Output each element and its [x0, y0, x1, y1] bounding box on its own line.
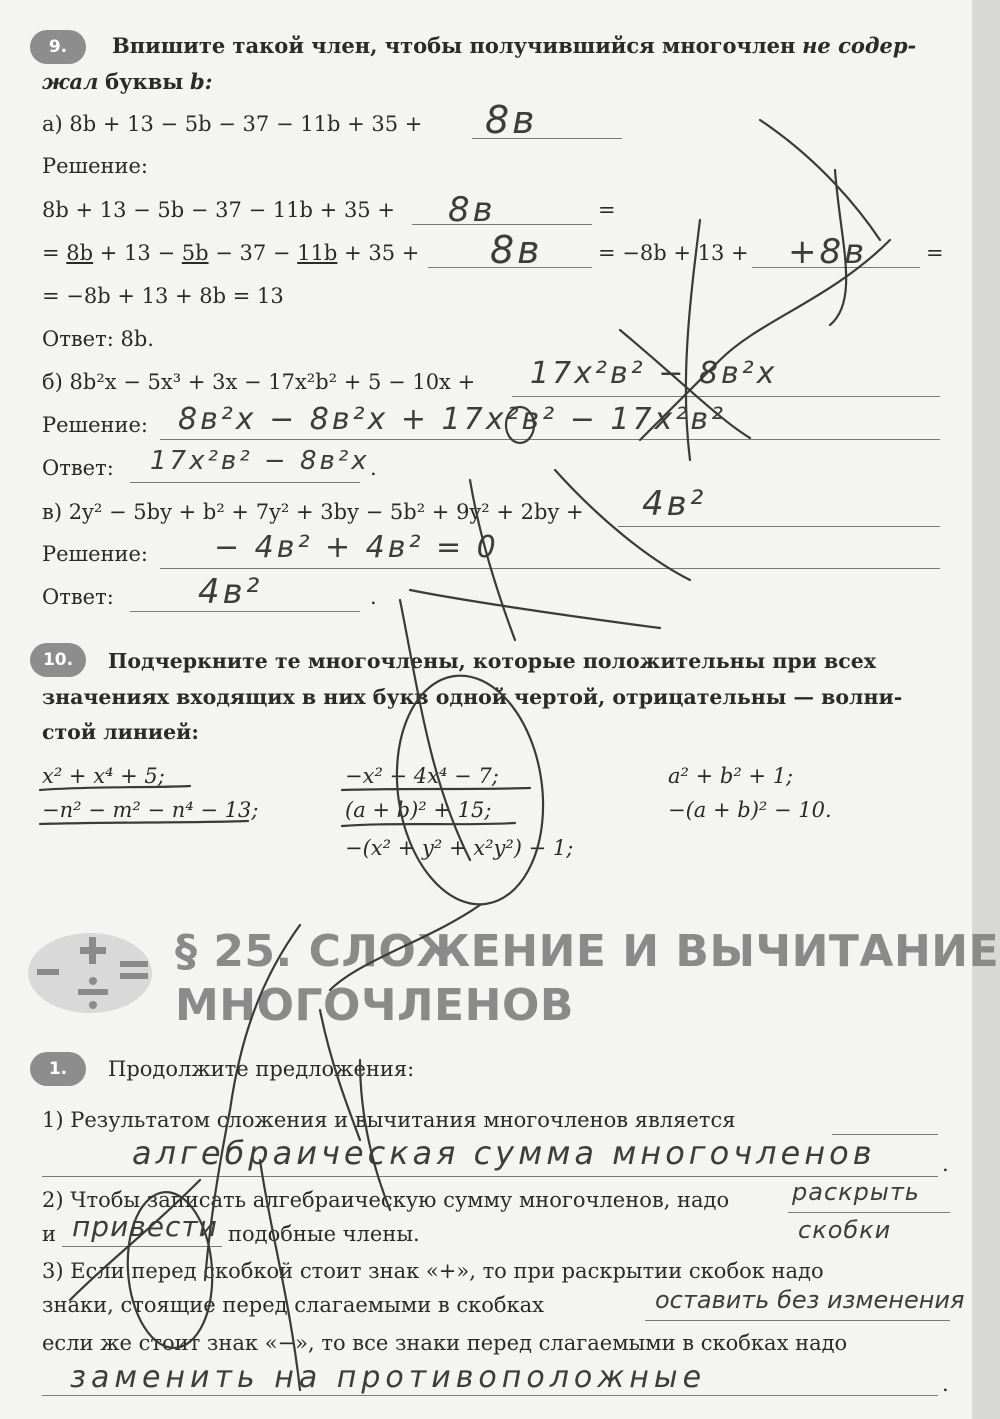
sentence-2-end: подобные члены.: [228, 1222, 420, 1246]
sentence-3-blank-b[interactable]: [42, 1395, 938, 1396]
task-9b-answer-label: Ответ:: [42, 456, 114, 480]
task-1-intro: Продолжите предложения:: [108, 1057, 415, 1081]
polynomial-1: x² + x⁴ + 5;: [42, 764, 165, 788]
sentence-3-end: .: [942, 1372, 949, 1396]
task-9b-answer-blank[interactable]: [130, 482, 360, 483]
task-10-badge: 10.: [30, 643, 86, 677]
sentence-2-blank-b[interactable]: [62, 1246, 222, 1247]
sentence-1-fill: алгебраическая сумма многочленов: [132, 1134, 876, 1172]
intro-emph: не содер-: [802, 33, 917, 58]
section-title-line-2: МНОГОЧЛЕНОВ: [175, 980, 574, 1031]
eq-sign: =: [42, 241, 60, 265]
polynomial-7: −(a + b)² − 10.: [668, 798, 832, 822]
underlined-term: 11b: [297, 241, 338, 265]
task-9b-solution-blank[interactable]: [160, 439, 940, 440]
answer-line: Ответ: 8b.: [42, 327, 154, 351]
task-9b-expression: б) 8b²x − 5x³ + 3x − 17x²b² + 5 − 10x +: [42, 370, 476, 394]
task-10-text-1: Подчеркните те многочлены, которые положительны при всех: [108, 649, 877, 673]
task-9c-solution-blank[interactable]: [160, 568, 940, 569]
solution-line-1-fill: 8в: [448, 190, 496, 230]
sentence-3c: если же стоит знак «−», то все знаки перед слагаемыми в скобках надо: [42, 1331, 848, 1355]
polynomial-2: −n² − m² − n⁴ − 13;: [42, 798, 259, 822]
task-9c-answer: 4в²: [642, 484, 707, 524]
term-part: − 37 −: [215, 241, 291, 265]
polynomial-3: −x² − 4x⁴ − 7;: [345, 764, 499, 788]
intro-text-2: буквы: [105, 69, 184, 94]
sentence-3a: 3) Если перед скобкой стоит знак «+», то при раскрытии скобок надо: [42, 1259, 824, 1283]
solution-line-2-fill-2: +8в: [788, 232, 868, 272]
task-9-badge: 9.: [30, 30, 86, 64]
intro-letter: b:: [190, 69, 213, 94]
polynomial-5: −(x² + y² + x²y²) − 1;: [345, 836, 574, 860]
solution-line-1-blank[interactable]: [412, 224, 592, 225]
task-1-badge: 1.: [30, 1052, 86, 1086]
task-9b-answer-end: .: [370, 456, 377, 480]
solution-line-3: = −8b + 13 + 8b = 13: [42, 284, 284, 308]
solution-line-2-fill: 8в: [490, 228, 543, 272]
sentence-1-end: .: [942, 1152, 949, 1176]
term-part: + 35 +: [344, 241, 420, 265]
sentence-3-fill-1: оставить без изменения: [655, 1286, 965, 1314]
task-9c-solution: − 4в² + 4в² = 0: [214, 530, 499, 565]
underlined-term: 8b: [66, 241, 94, 265]
solution-line-2-eq: =: [926, 241, 944, 265]
sentence-2-and: и: [42, 1222, 56, 1246]
task-9c-answer-fill: 4в²: [198, 572, 263, 612]
task-9c-answer-end: .: [370, 585, 377, 609]
task-9b-solution-label: Решение:: [42, 413, 149, 437]
task-9b-answer-fill: 17x²в² − 8в²x: [150, 446, 370, 476]
task-9-intro-2: [42, 68, 212, 96]
polynomial-6: a² + b² + 1;: [668, 764, 794, 788]
task-9b-solution: 8в²x − 8в²x + 17x²в² − 17x²в²: [178, 402, 727, 437]
sentence-2-fill-2: привести: [72, 1210, 218, 1243]
task-9a-expression: а) 8b + 13 − 5b − 37 − 11b + 35 +: [42, 112, 423, 136]
sentence-2-blank-a[interactable]: [788, 1212, 950, 1213]
task-9c-answer-label: Ответ:: [42, 585, 114, 609]
task-9c-blank[interactable]: [618, 526, 940, 527]
sentence-2: 2) Чтобы записать алгебраическую сумму многочленов, надо: [42, 1188, 730, 1212]
task-9b-blank[interactable]: [512, 396, 940, 397]
solution-line-1: 8b + 13 − 5b − 37 − 11b + 35 +: [42, 198, 395, 222]
arithmetic-signs-icon: [25, 925, 160, 1025]
underlined-term: 5b: [181, 241, 209, 265]
task-9b-answer: 17x²в² − 8в²x: [530, 356, 778, 391]
page-edge: [972, 0, 1000, 1419]
solution-line-2: [42, 239, 419, 267]
task-10-text-3: стой линией:: [42, 720, 199, 744]
task-9a-answer: 8в: [485, 98, 538, 142]
intro-text: Впишите такой член, чтобы получившийся многочлен: [112, 33, 796, 58]
sentence-1: 1) Результатом сложения и вычитания многочленов является: [42, 1108, 736, 1132]
section-title-line-1: § 25. СЛОЖЕНИЕ И ВЫЧИТАНИЕ: [175, 926, 1000, 977]
term-part: + 13 −: [99, 241, 176, 265]
sentence-2-fill-1: раскрыть: [792, 1178, 920, 1206]
task-9c-solution-label: Решение:: [42, 542, 149, 566]
task-9c-expression: в) 2y² − 5by + b² + 7y² + 3by − 5b² + 9y² + 2by +: [42, 500, 584, 524]
sentence-3-fill-2: заменить на противоположные: [70, 1360, 707, 1395]
polynomial-4: (a + b)² + 15;: [345, 798, 492, 822]
intro-emph-2: жал: [42, 69, 99, 94]
sentence-3b: знаки, стоящие перед слагаемыми в скобках: [42, 1293, 545, 1317]
sentence-1-blank-b[interactable]: [42, 1176, 938, 1177]
solution-line-1-eq: =: [598, 198, 616, 222]
solution-label: Решение:: [42, 154, 149, 178]
sentence-2-fill-1b: скобки: [798, 1216, 892, 1244]
task-10-text-2: значениях входящих в них букв одной чертой, отрицательны — волни-: [42, 685, 903, 709]
solution-line-2-mid: = −8b + 13 +: [598, 241, 749, 265]
task-9-intro: [112, 32, 916, 60]
sentence-3-blank-a[interactable]: [645, 1320, 950, 1321]
